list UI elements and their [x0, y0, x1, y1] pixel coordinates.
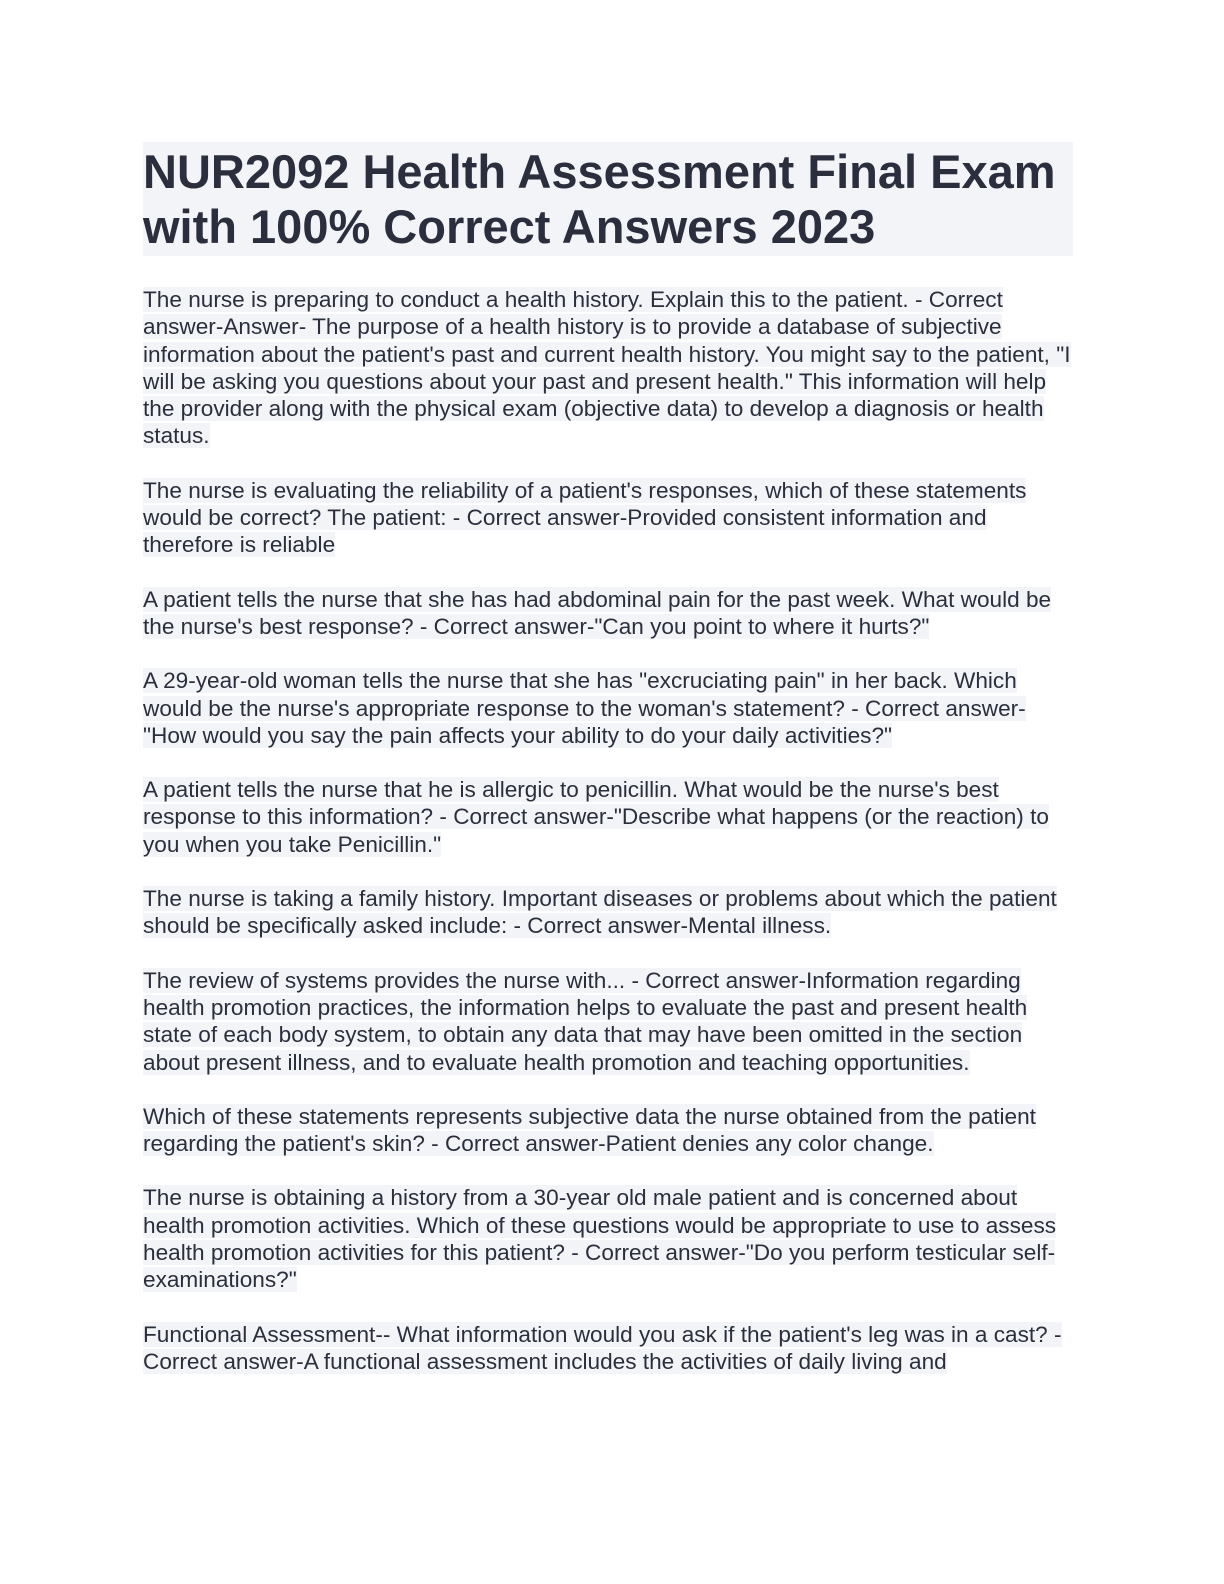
title-block — [143, 142, 1073, 256]
qa-item — [143, 1184, 1073, 1293]
qa-item — [143, 1321, 1073, 1376]
qa-item-text: Which of these statements represents subjective data the nurse obtained from the patient regarding the patient's skin? - Correct answer-Patient denies any color change. — [143, 1103, 1036, 1157]
qa-item — [143, 967, 1073, 1076]
qa-item-text: The nurse is taking a family history. Important diseases or problems about which the patient should be specifically asked include: - Correct answer-Mental illness. — [143, 886, 1057, 939]
qa-item — [143, 477, 1073, 559]
qa-item-text: A patient tells the nurse that she has had abdominal pain for the past week. What would be the nurse's best response? - Correct answer-"Can you point to where it hurts?" — [143, 586, 1052, 639]
qa-item-text: Functional Assessment-- What information would you ask if the patient's leg was in a cast? - Correct answer-A functional assessment includes the activities of daily living and — [143, 1321, 1062, 1374]
qa-item-text: A 29-year-old woman tells the nurse that she has "excruciating pain" in her back. Which would be the nurse's appropriate response to the woman's statement? - Correct answer-"How would you say the pain affects your ability to do your daily activities?" — [143, 668, 1026, 748]
qa-item-text: The nurse is preparing to conduct a health history. Explain this to the patient. - Correct answer-Answer- The purpose of a health history is to provide a database of subjective information about the patient's past and current health history. You might say to the patient, "I will be asking you questions about your past and present health." This information will help the provider along with the physical exam (objective data) to develop a diagnosis or health status. — [143, 287, 1071, 449]
qa-item-text: The nurse is evaluating the reliability of a patient's responses, which of these statements would be correct? The patient: - Correct answer-Provided consistent information and therefore is reliable — [143, 477, 1027, 558]
qa-item — [143, 667, 1073, 749]
qa-item-text: A patient tells the nurse that he is allergic to penicillin. What would be the nurse's best response to this information? - Correct answer-"Describe what happens (or the reaction) to you when you take Penicillin." — [143, 777, 1049, 857]
qa-list — [143, 286, 1073, 1375]
qa-item — [143, 586, 1073, 641]
qa-item — [143, 1103, 1073, 1158]
qa-item — [143, 885, 1073, 940]
document-page — [143, 142, 1073, 1402]
qa-item — [143, 286, 1073, 450]
document-title: NUR2092 Health Assessment Final Exam with 100% Correct Answers 2023 — [143, 145, 1056, 253]
qa-item-text: The review of systems provides the nurse with... - Correct answer-Information regarding health promotion practices, the information helps to evaluate the past and present health state of each body system, to obtain any data that may have been omitted in the section about present illness, and to evaluate health promotion and teaching opportunities. — [143, 967, 1028, 1075]
qa-item-text: The nurse is obtaining a history from a 30-year old male patient and is concerned about health promotion activities. Which of these questions would be appropriate to use to assess health promotion activities for this patient? - Correct answer-"Do you perform testicular self-examinations?" — [143, 1185, 1057, 1293]
qa-item — [143, 776, 1073, 858]
